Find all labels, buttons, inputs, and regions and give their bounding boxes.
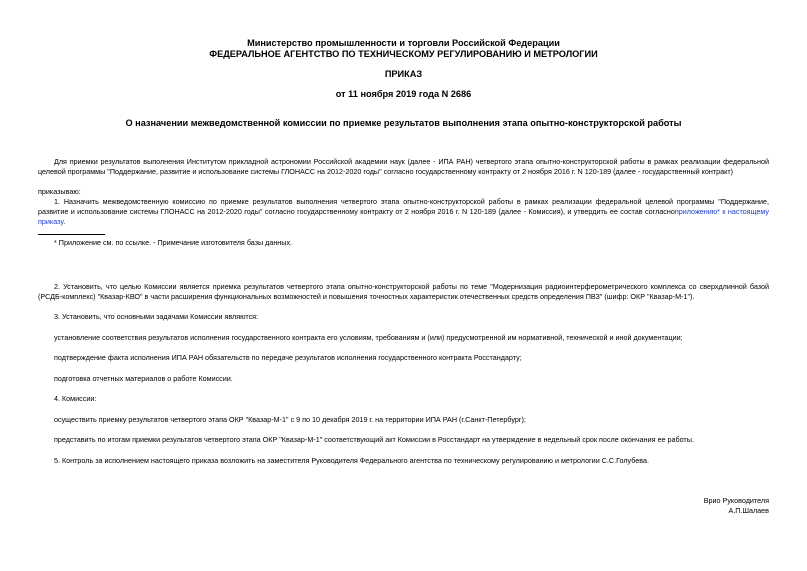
paragraph-1-line-2 bbox=[38, 207, 769, 217]
signature-name: А.П.Шалаев bbox=[728, 506, 769, 515]
intro-line-2: целевой программы "Поддержание, развитие и использование системы ГЛОНАСС на 2012-2020 годы" согласно государственному контракту от 2 ноября 2016 г. N 120-189 (далее - государственный контракт) bbox=[38, 167, 734, 176]
document-title: О назначении межведомственной комиссии по приемке результатов выполнения этапа опытно-конструкторской работы bbox=[125, 118, 682, 128]
paragraph-1-line-1: 1. Назначить межведомственную комиссию по приемке результатов выполнения четвертого этапа опытно-конструкторской работы в рамках реализации федеральной целевой программы "Поддержание, bbox=[54, 197, 769, 206]
ministry-name: Министерство промышленности и торговли Российской Федерации bbox=[247, 38, 560, 48]
paragraph-5: 5. Контроль за исполнением настоящего приказа возложить на заместителя Руководителя Федерального агентства по техническому регулированию и метрологии С.С.Голубева. bbox=[54, 456, 649, 465]
paragraph-4-task-a: осуществить приемку результатов четвертого этапа ОКР "Квазар-М-1" с 9 по 10 декабря 2019 г. на территории ИПА РАН (г.Санкт-Петербург); bbox=[54, 415, 526, 424]
footnote: * Приложение см. по ссылке. - Примечание изготовителя базы данных. bbox=[54, 238, 293, 247]
paragraph-4-task-b: представить по итогам приемки результатов четвертого этапа ОКР "Квазар-М-1" соответствующий акт Комиссии в Росстандарт на утверждение в недельный срок после окончания ее работы. bbox=[54, 435, 694, 444]
signature-position: Врио Руководителя bbox=[703, 496, 769, 505]
order-link[interactable]: приказу bbox=[38, 217, 64, 226]
paragraph-1-text: развитие и использование системы ГЛОНАСС на 2012-2020 годы" согласно государственному контракту от 2 ноября 2016 г. N 120-189 (далее - Комиссия), и утвердить ее состав согласно bbox=[38, 207, 675, 216]
document-date-number: от 11 ноября 2019 года N 2686 bbox=[335, 89, 472, 99]
paragraph-3-task-b: подтверждение факта исполнения ИПА РАН обязательств по передаче результатов исполнения государственного контракта Росстандарту; bbox=[54, 353, 522, 362]
paragraph-1-line-3: приказу. bbox=[38, 217, 66, 226]
agency-name: ФЕДЕРАЛЬНОЕ АГЕНТСТВО ПО ТЕХНИЧЕСКОМУ РЕГУЛИРОВАНИЮ И МЕТРОЛОГИИ bbox=[209, 49, 598, 59]
footnote-separator bbox=[38, 234, 105, 235]
paragraph-2-line-2: (РСДБ-комплекс) "Квазар-КВО" в части расширения функциональных возможностей и повышения точностных характеристик отечественных средств определения ПВЗ" (шифр: ОКР "Квазар-М-1"). bbox=[38, 292, 695, 301]
intro-line-1: Для приемки результатов выполнения Институтом прикладной астрономии Российской академии наук (далее - ИПА РАН) четвертого этапа опытно-конструкторской работы в рамках реализации федеральной bbox=[54, 157, 769, 166]
order-word: приказываю: bbox=[38, 187, 81, 196]
appendix-link[interactable]: приложению* к настоящему bbox=[674, 207, 769, 216]
paragraph-3-task-c: подготовка отчетных материалов о работе Комиссии. bbox=[54, 374, 233, 383]
paragraph-4: 4. Комиссии: bbox=[54, 394, 97, 403]
paragraph-3: 3. Установить, что основными задачами Комиссии являются: bbox=[54, 312, 259, 321]
document-type: ПРИКАЗ bbox=[384, 69, 423, 79]
paragraph-3-task-a: установление соответствия результатов исполнения государственного контракта его условиям, требованиям и (или) предусмотренной им нормативной, технической и иной документации; bbox=[54, 333, 683, 342]
paragraph-2-line-1: 2. Установить, что целью Комиссии является приемка результатов четвертого этапа опытно-конструкторской работы по теме "Модернизация радиоинтерферометрического комплекса со сверхдлинной базой bbox=[54, 282, 769, 291]
